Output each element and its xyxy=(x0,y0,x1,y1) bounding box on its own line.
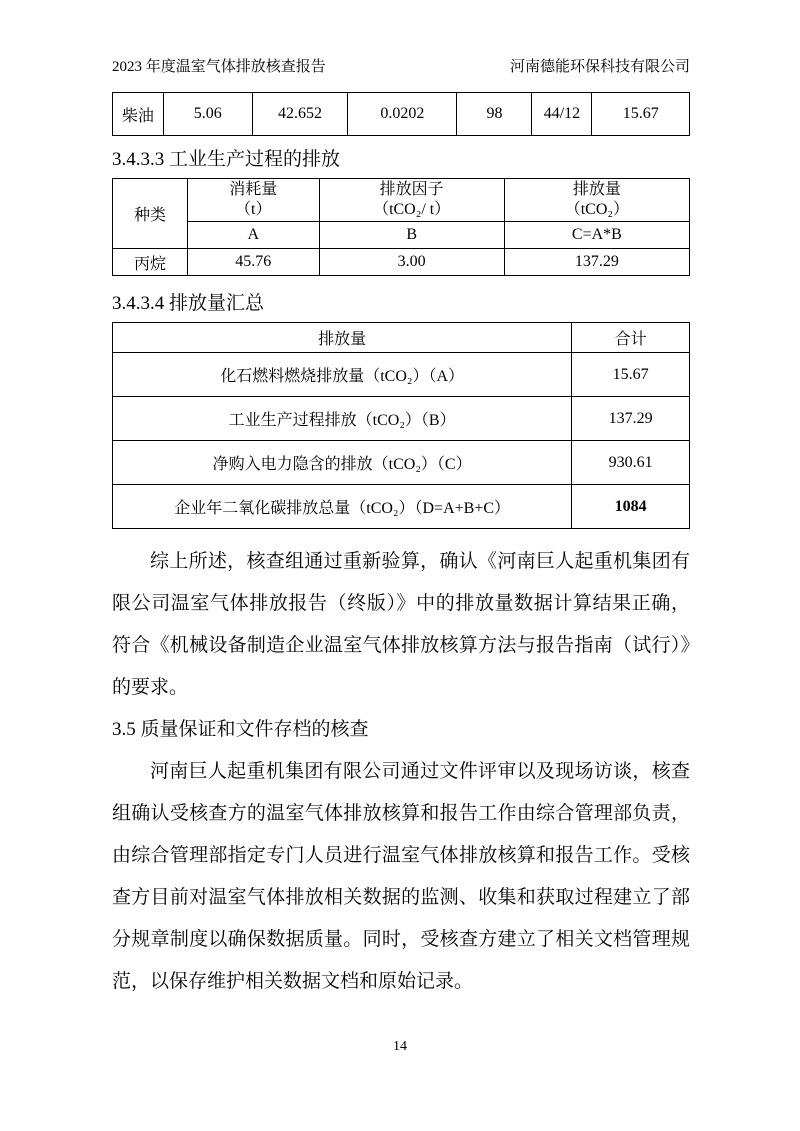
header-line: （tCO₂） xyxy=(564,201,629,218)
header-report-title: 2023 年度温室气体排放核查报告 xyxy=(112,59,326,75)
conclusion-paragraph: 综上所述，核查组通过重新验算，确认《河南巨人起重机集团有限公司温室气体排放报告（终版）》中的排放量数据计算结果正确，符合《机械设备制造企业温室气体排放核算方法与报告指南（试行）》的要求。 xyxy=(112,551,690,698)
header-line: 消耗量 xyxy=(229,181,278,198)
table-row xyxy=(113,441,690,485)
running-header xyxy=(112,57,690,78)
summary-value-cell: 930.61 xyxy=(572,441,690,485)
table-cell: A xyxy=(188,222,320,249)
fuel-emissions-table xyxy=(112,92,690,136)
emission-column-header: 排放量 xyxy=(113,323,572,353)
table-header-row xyxy=(113,179,690,222)
table-cell: 137.29 xyxy=(504,249,689,276)
section-title-35: 3.5 质量保证和文件存档的核查 xyxy=(112,719,369,740)
table-cell: B xyxy=(319,222,504,249)
table-row xyxy=(113,93,690,136)
table-row xyxy=(113,485,690,529)
consumption-header-cell xyxy=(188,179,320,222)
header-line: 排放量 xyxy=(572,181,621,198)
summary-value-cell: 15.67 xyxy=(572,353,690,397)
factor-header-cell xyxy=(319,179,504,222)
table-cell: 3.00 xyxy=(319,249,504,276)
process-emissions-table xyxy=(112,178,690,276)
kind-header-cell: 种类 xyxy=(113,179,188,249)
table-cell: 0.0202 xyxy=(348,93,457,136)
summary-value-cell: 137.29 xyxy=(572,397,690,441)
summary-total-cell: 1084 xyxy=(572,485,690,529)
summary-label-cell: 企业年二氧化碳排放总量（tCO₂）（D=A+B+C） xyxy=(113,485,572,529)
table-cell: 5.06 xyxy=(163,93,252,136)
table-symbol-row xyxy=(113,222,690,249)
emission-header-cell xyxy=(504,179,689,222)
header-line: 排放因子 xyxy=(379,181,444,198)
header-line: （tCO₂/ t） xyxy=(373,201,451,218)
summary-label-cell: 工业生产过程排放（tCO₂）（B） xyxy=(113,397,572,441)
section-title-3433: 3.4.3.3 工业生产过程的排放 xyxy=(112,149,341,170)
table-header-row xyxy=(113,323,690,353)
section-title-3434: 3.4.3.4 排放量汇总 xyxy=(112,293,265,314)
table-cell: 44/12 xyxy=(532,93,592,136)
quality-assurance-paragraph: 河南巨人起重机集团有限公司通过文件评审以及现场访谈，核查组确认受核查方的温室气体排放核算和报告工作由综合管理部负责，由综合管理部指定专门人员进行温室气体排放核算和报告工作。受核查方目前对温室气体排放相关数据的监测、收集和获取过程建立了部分规章制度以确保数据质量。同时，受核查方建立了相关文档管理规范，以保存维护相关数据文档和原始记录。 xyxy=(112,761,690,992)
emissions-summary-table xyxy=(112,322,690,529)
summary-label-cell: 净购入电力隐含的排放（tCO₂）（C） xyxy=(113,441,572,485)
table-cell: 15.67 xyxy=(592,93,690,136)
table-row xyxy=(113,397,690,441)
header-company-name: 河南德能环保科技有限公司 xyxy=(509,59,690,75)
table-cell: 45.76 xyxy=(188,249,320,276)
page-content xyxy=(112,0,690,1003)
total-column-header: 合计 xyxy=(572,323,690,353)
table-row xyxy=(113,249,690,276)
summary-label-cell: 化石燃料燃烧排放量（tCO₂）（A） xyxy=(113,353,572,397)
table-cell: 42.652 xyxy=(252,93,348,136)
page-number: 14 xyxy=(393,1039,407,1054)
table-row xyxy=(113,353,690,397)
table-cell: C=A*B xyxy=(504,222,689,249)
table-cell: 98 xyxy=(457,93,532,136)
fuel-name-cell: 柴油 xyxy=(113,93,164,136)
gas-name-cell: 丙烷 xyxy=(113,249,188,276)
header-line: （t） xyxy=(235,201,272,218)
